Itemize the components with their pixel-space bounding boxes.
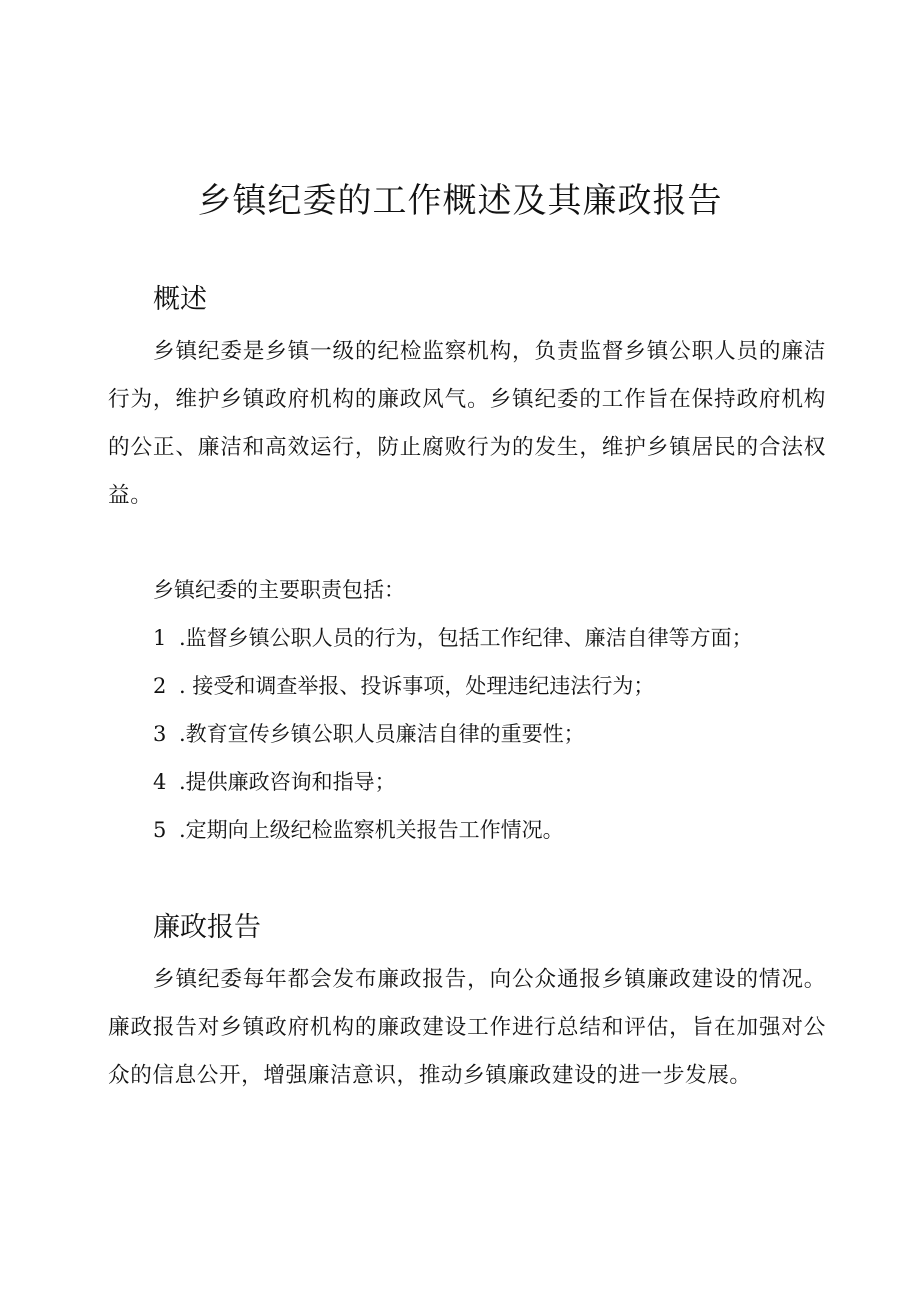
duties-list xyxy=(153,614,753,854)
duty-number: 4 xyxy=(153,770,167,794)
duty-text: .定期向上级纪检监察机关报告工作情况。 xyxy=(179,818,564,842)
duty-number: 1 xyxy=(153,626,167,650)
duty-number: 3 xyxy=(153,722,167,746)
document-title: 乡镇纪委的工作概述及其廉政报告 xyxy=(197,181,723,221)
duty-item xyxy=(153,806,753,854)
duties-intro: 乡镇纪委的主要职责包括： xyxy=(153,578,405,602)
duty-text: .监督乡镇公职人员的行为，包括工作纪律、廉洁自律等方面； xyxy=(179,626,753,650)
duty-item xyxy=(153,614,753,662)
duty-item xyxy=(153,662,753,710)
overview-paragraph: 乡镇纪委是乡镇一级的纪检监察机构，负责监督乡镇公职人员的廉洁行为，维护乡镇政府机构的廉政风气。乡镇纪委的工作旨在保持政府机构的公正、廉洁和高效运行，防止腐败行为的发生，维护乡镇居民的合法权益。 xyxy=(108,339,826,508)
report-paragraph: 乡镇纪委每年都会发布廉政报告，向公众通报乡镇廉政建设的情况。廉政报告对乡镇政府机构的廉政建设工作进行总结和评估，旨在加强对公众的信息公开，增强廉洁意识，推动乡镇廉政建设的进一步发展。 xyxy=(108,967,826,1088)
duty-item xyxy=(153,710,753,758)
duty-text: .提供廉政咨询和指导； xyxy=(179,770,396,794)
duty-number: 5 xyxy=(153,818,167,842)
section-heading-report: 廉政报告 xyxy=(153,912,261,943)
duty-text: . 接受和调查举报、投诉事项，处理违纪违法行为； xyxy=(179,674,655,698)
duty-number: 2 xyxy=(153,674,167,698)
duty-text: .教育宣传乡镇公职人员廉洁自律的重要性； xyxy=(179,722,585,746)
duty-item xyxy=(153,758,753,806)
section-heading-overview: 概述 xyxy=(153,284,207,315)
